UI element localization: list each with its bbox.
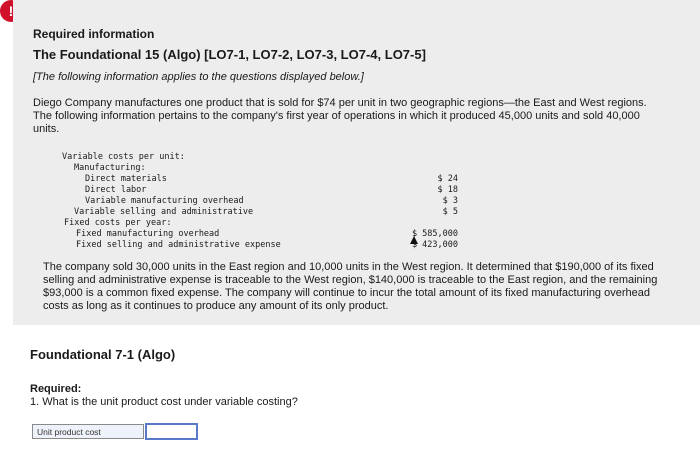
unit-product-cost-label: Unit product cost: [32, 424, 144, 439]
required-label: Required:: [30, 383, 82, 395]
cost-label: Fixed selling and administrative expense: [76, 240, 281, 250]
section-title: Foundational 7-1 (Algo): [30, 347, 176, 362]
company-description: Diego Company manufactures one product that is sold for $74 per unit in two geographic regions—the East and West regions. The following information pertains to the company's first year of operations in which it produced 45,000 units and sold 40,000 units.: [33, 97, 647, 135]
problem-title: The Foundational 15 (Algo) [LO7-1, LO7-2, LO7-3, LO7-4, LO7-5]: [33, 47, 426, 62]
cost-value: $ 24: [437, 174, 458, 184]
region-description: The company sold 30,000 units in the East region and 10,000 units in the West region. It determined that $190,000 of its fixed selling and administrative expense is traceable to the West region, $140,000 is traceable to the East region, and the remaining $93,000 is a common fixed expense. The company will continue to incur the total amount of its fixed manufacturing overhead costs as long as it continues to produce any amount of its only product.: [43, 261, 658, 312]
cost-label: Variable manufacturing overhead: [85, 196, 244, 206]
cost-value: $ 5: [442, 207, 458, 217]
cost-label: Fixed costs per year:: [64, 218, 172, 228]
cost-label: Manufacturing:: [74, 163, 146, 173]
cost-value: $ 585,000: [411, 229, 458, 239]
cost-label: Direct materials: [85, 174, 167, 184]
cost-value: $ 3: [442, 196, 458, 206]
cost-label: Variable costs per unit:: [62, 152, 185, 162]
cost-label: Variable selling and administrative: [74, 207, 254, 217]
cost-value: $ 423,000: [411, 240, 458, 250]
question-text: 1. What is the unit product cost under variable costing?: [30, 396, 298, 408]
required-information-heading: Required information: [33, 27, 155, 41]
mouse-cursor-icon: [410, 236, 418, 244]
cost-label: Fixed manufacturing overhead: [76, 229, 220, 239]
instruction-note: [The following information applies to the questions displayed below.]: [33, 71, 364, 83]
alert-icon: !: [0, 0, 22, 22]
unit-product-cost-input[interactable]: [145, 423, 198, 440]
cost-value: $ 18: [437, 185, 458, 195]
cost-label: Direct labor: [85, 185, 147, 195]
